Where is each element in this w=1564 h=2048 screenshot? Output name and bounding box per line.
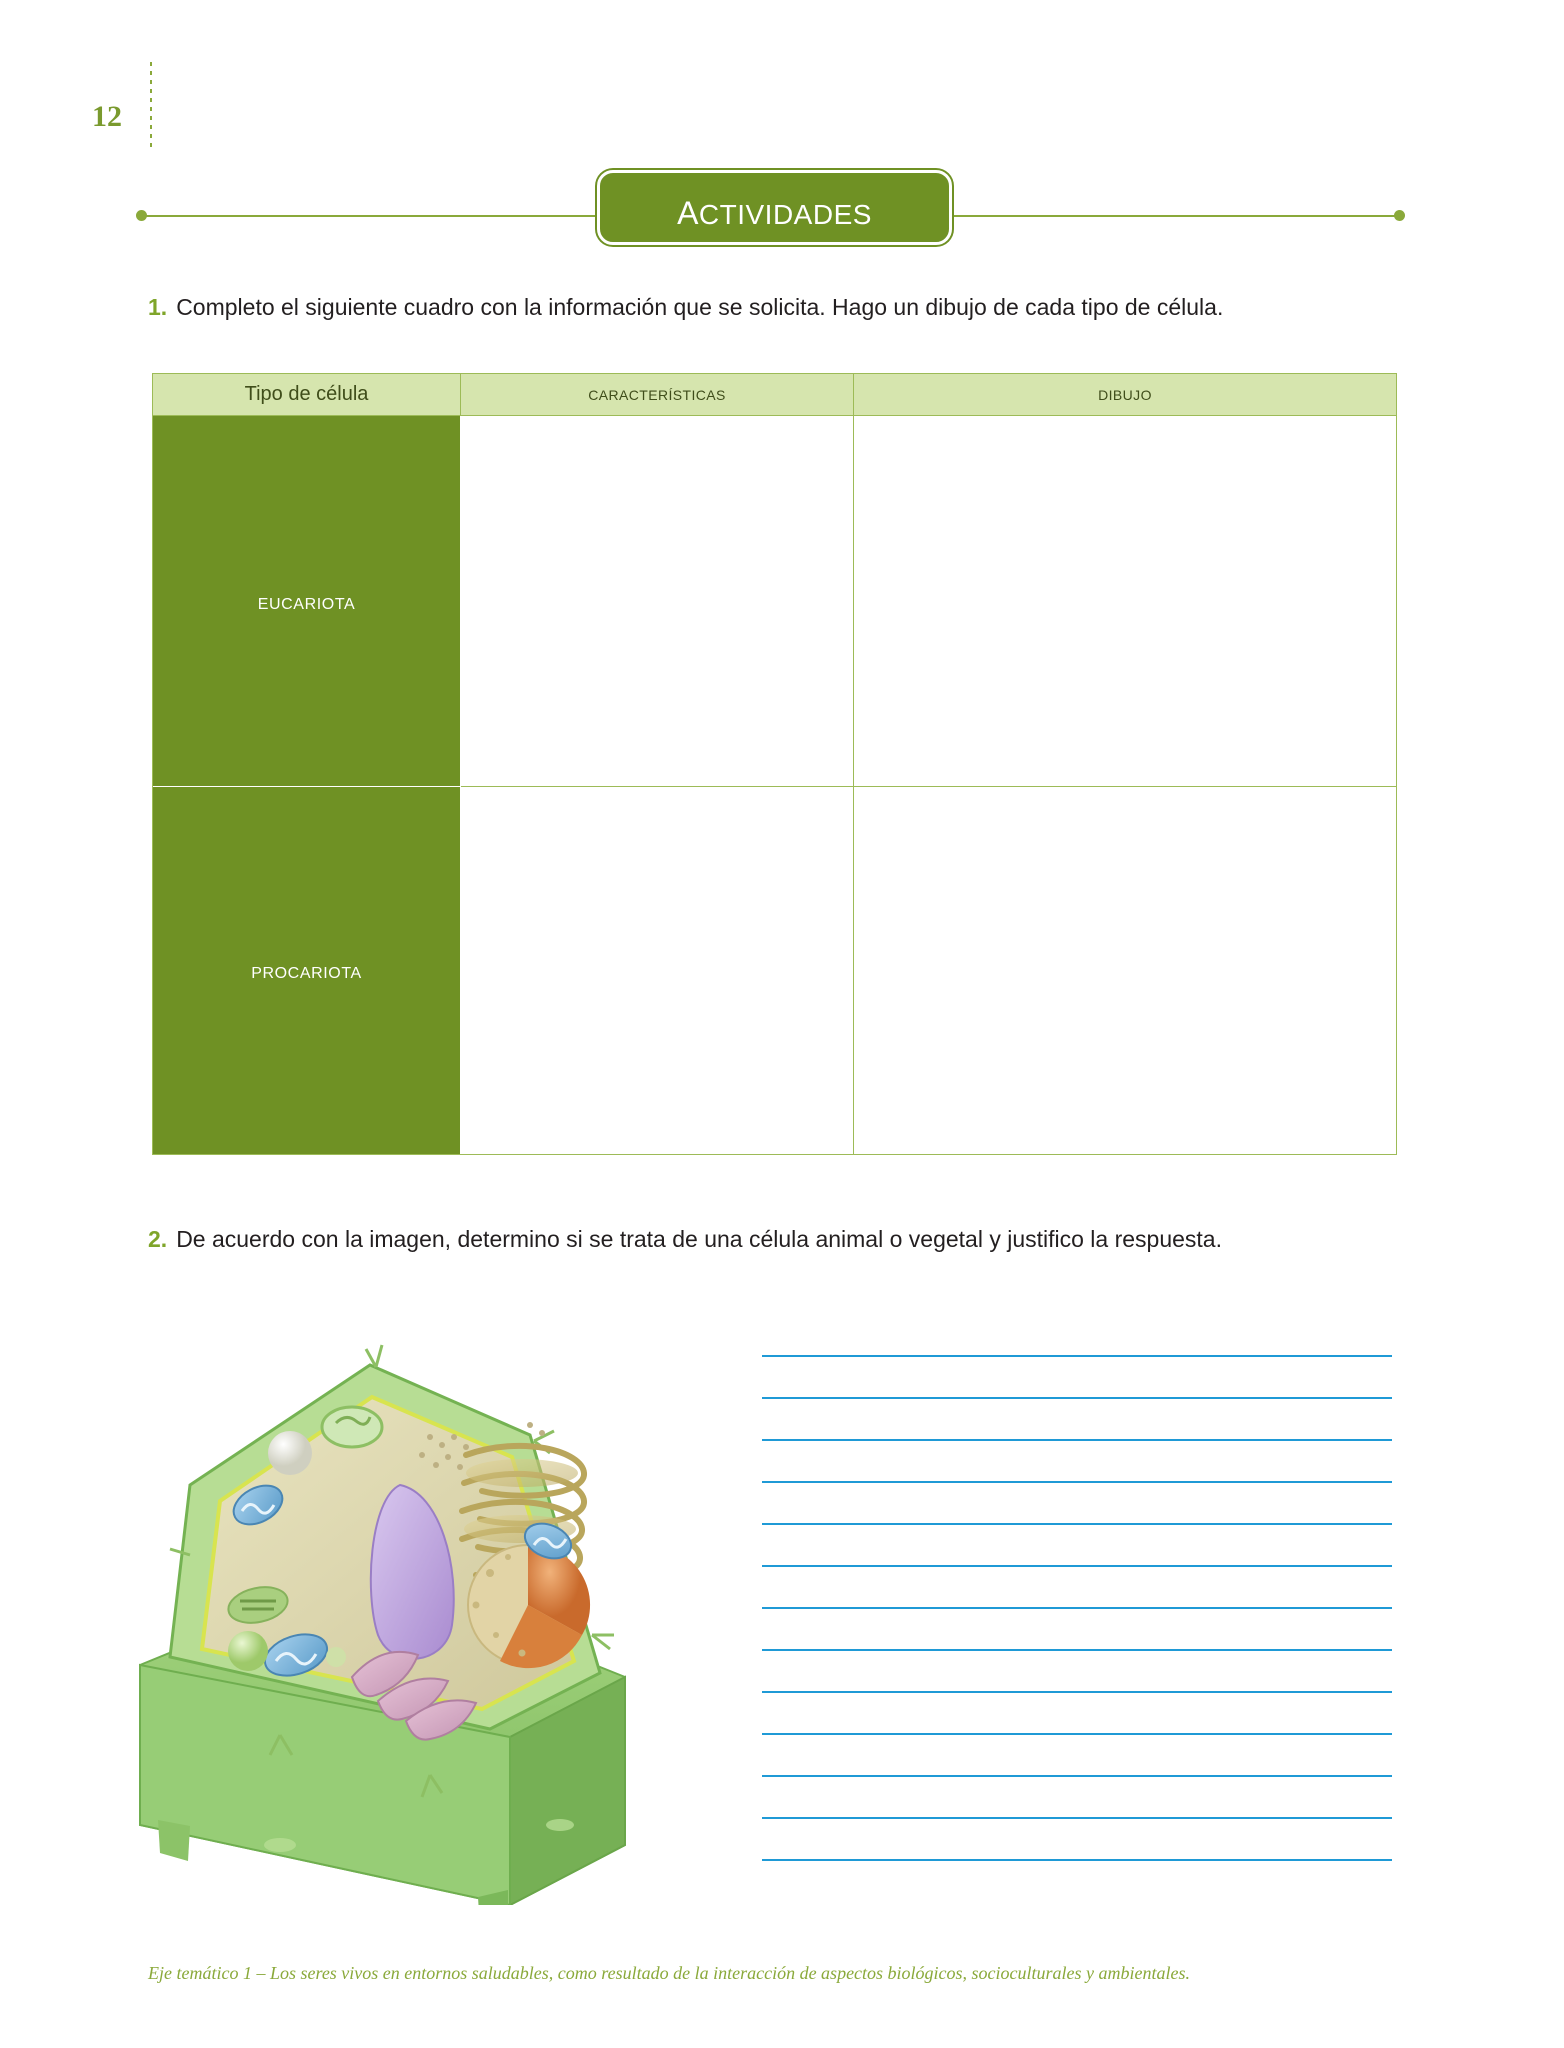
answer-line[interactable] <box>762 1481 1392 1483</box>
table-cell-eucariota-dibujo[interactable] <box>854 416 1396 787</box>
activity-item-1 <box>148 290 1393 324</box>
table-row-label-eucariota: eucariota <box>153 416 461 787</box>
answer-line[interactable] <box>762 1355 1392 1357</box>
table-cell-eucariota-caracteristicas[interactable] <box>461 416 854 787</box>
activity-2-text: De acuerdo con la imagen, determino si se trata de una célula animal o vegetal y justifico la respuesta. <box>176 1226 1222 1252</box>
header-dot-right <box>1394 210 1405 221</box>
answer-line[interactable] <box>762 1817 1392 1819</box>
answer-lines[interactable] <box>762 1355 1392 1901</box>
answer-line[interactable] <box>762 1733 1392 1735</box>
cell-types-table <box>152 373 1397 1155</box>
answer-line[interactable] <box>762 1859 1392 1861</box>
answer-line[interactable] <box>762 1565 1392 1567</box>
table-cell-procariota-caracteristicas[interactable] <box>461 787 854 1154</box>
answer-line[interactable] <box>762 1439 1392 1441</box>
table-header-tipo-de-celula: Tipo de célula <box>153 374 461 416</box>
header-dot-left <box>136 210 147 221</box>
table-header-row <box>153 374 1396 416</box>
answer-line[interactable] <box>762 1649 1392 1651</box>
table-header-dibujo: dibujo <box>854 374 1396 416</box>
section-title: actividades <box>677 181 872 234</box>
activity-item-2 <box>148 1222 1393 1256</box>
answer-line[interactable] <box>762 1397 1392 1399</box>
footer-note: Eje temático 1 – Los seres vivos en entornos saludables, como resultado de la interacción de aspectos biológicos, socioculturales y ambientales. <box>148 1963 1191 1983</box>
answer-line[interactable] <box>762 1691 1392 1693</box>
table-cell-procariota-dibujo[interactable] <box>854 787 1396 1154</box>
table-row <box>153 787 1396 1154</box>
table-header-caracteristicas: características <box>461 374 854 416</box>
plant-cell-3d-illustration <box>130 1305 650 1905</box>
page-number: 12 <box>92 100 122 133</box>
table-row <box>153 416 1396 787</box>
activity-1-text: Completo el siguiente cuadro con la información que se solicita. Hago un dibujo de cada tipo de célula. <box>176 294 1224 320</box>
section-title-badge <box>597 170 952 245</box>
activity-1-number: 1. <box>148 294 168 320</box>
answer-line[interactable] <box>762 1523 1392 1525</box>
table-row-label-procariota: procariota <box>153 787 461 1154</box>
activity-2-number: 2. <box>148 1226 168 1252</box>
dotted-divider <box>150 62 152 152</box>
answer-line[interactable] <box>762 1607 1392 1609</box>
answer-line[interactable] <box>762 1775 1392 1777</box>
